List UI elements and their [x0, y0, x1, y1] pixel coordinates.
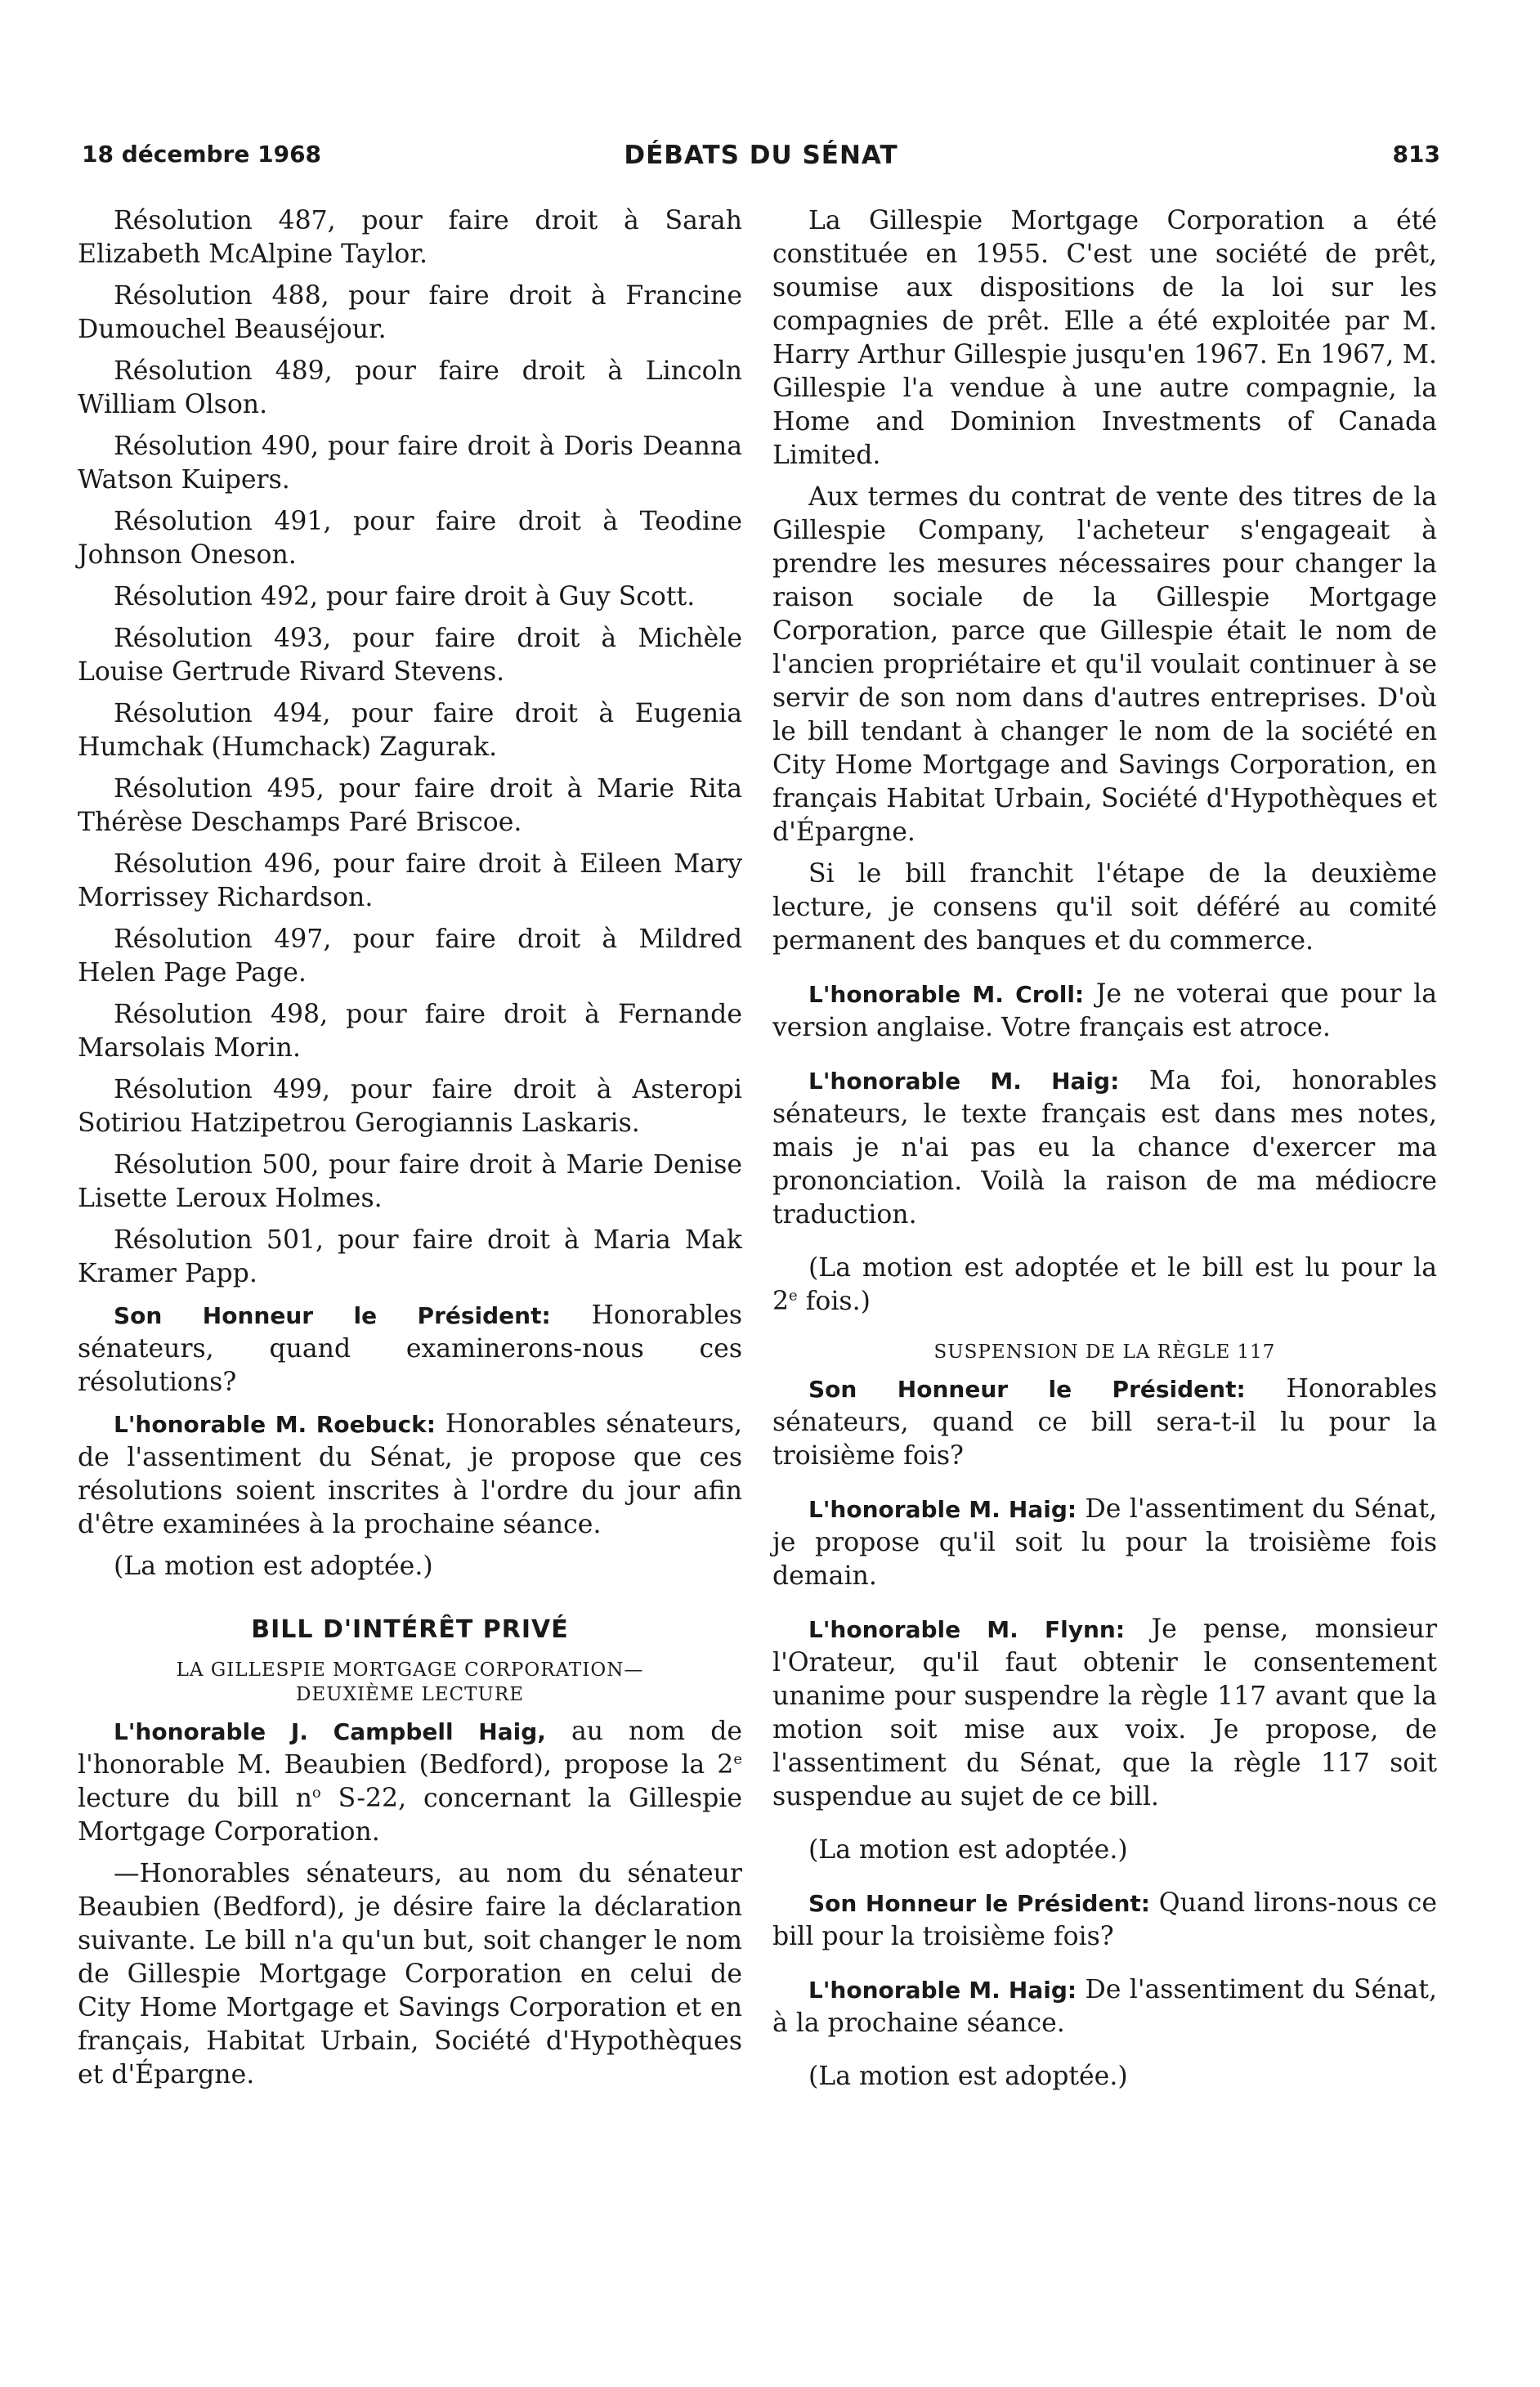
motion-adopted: (La motion est adoptée.)	[808, 1835, 1128, 1865]
speech-president	[772, 1887, 1437, 1954]
speech-text: au nom de l'honorable M. Beaubien (Bedford), propose la 2	[78, 1717, 742, 1780]
resolution-496: Résolution 496, pour faire droit à Eileen Mary Morrissey Richardson.	[78, 849, 742, 912]
resolution-501: Résolution 501, pour faire droit à Maria Mak Kramer Papp.	[78, 1225, 742, 1288]
spacer	[772, 966, 1437, 978]
speaker-name: L'honorable M. Haig:	[808, 1977, 1077, 2004]
speech-text: De l'assentiment du Sénat, à la prochaine séance.	[772, 1975, 1438, 2038]
resolution-489: Résolution 489, pour faire droit à Lincoln William Olson.	[78, 356, 742, 419]
speech-president	[772, 1373, 1437, 1473]
resolution-500: Résolution 500, pour faire droit à Marie Denise Lisette Leroux Holmes.	[78, 1150, 742, 1213]
motion-adopted: (La motion est adoptée.)	[114, 1552, 433, 1581]
speech-roebuck	[78, 1408, 742, 1542]
page-header	[82, 141, 1440, 181]
speech-text: Je pense, monsieur l'Orateur, qu'il faut obtenir le consentement unanime pour suspendre la règle 117 avant que la motion soit mise aux voix. Je propose, de l'assentiment du Sénat, que la règle 117 soit suspendue au sujet de ce bill.	[772, 1614, 1438, 1812]
speech-haig	[772, 1493, 1437, 1593]
speaker-name: L'honorable M. Croll:	[808, 981, 1085, 1008]
motion-text: (La motion est adoptée et le bill est lu pour la 2	[772, 1253, 1437, 1316]
speech-text: Honorables sénateurs, de l'assentiment du Sénat, je propose que ces résolutions soient inscrites à l'ordre du jour afin d'être examinées à la prochaine séance.	[78, 1409, 742, 1539]
speech-text: lecture du bill n	[78, 1784, 312, 1813]
header-page-number: 813	[1392, 141, 1440, 168]
section-heading-suspension: SUSPENSION DE LA RÈGLE 117	[933, 1341, 1276, 1363]
paragraph: La Gillespie Mortgage Corporation a été constituée en 1955. C'est une société de prêt, soumise aux dispositions de la loi sur les compagnies de prêt. Elle a été exploitée par M. Harry Arthur Gillespie jusqu'en 1967. En 1967, M. Gillespie l'a vendue à une autre compagnie, la Home and Dominion Investments of Canada Limited.	[772, 206, 1437, 470]
resolution-497: Résolution 497, pour faire droit à Mildred Helen Page Page.	[78, 925, 742, 987]
speech-continuation: —Honorables sénateurs, au nom du sénateur Beaubien (Bedford), je désire faire la déclaration suivante. Le bill n'a qu'un but, soit changer le nom de Gillespie Mortgage Corporation en celui de City Home Mortgage et Savings Corporation et en français, Habitat Urbain, Société d'Hypothèques et d'Épargne.	[78, 1859, 742, 2089]
speaker-name: L'honorable M. Haig:	[808, 1496, 1077, 1523]
spacer	[772, 1875, 1437, 1887]
resolution-499: Résolution 499, pour faire droit à Asteropi Sotiriou Hatzipetrou Gerogiannis Laskaris.	[78, 1075, 742, 1138]
superscript: e	[789, 1287, 798, 1305]
speaker-name: Son Honneur le Président:	[114, 1302, 551, 1329]
speaker-name: L'honorable M. Haig:	[808, 1068, 1120, 1095]
speech-text: Honorables sénateurs, quand examinerons-nous ces résolutions?	[78, 1301, 743, 1397]
resolution-490: Résolution 490, pour faire droit à Doris Deanna Watson Kuipers.	[78, 432, 742, 495]
motion-text: fois.)	[797, 1287, 871, 1316]
subheading-line-2: DEUXIÈME LECTURE	[295, 1684, 524, 1705]
resolution-493: Résolution 493, pour faire droit à Michèle Louise Gertrude Rivard Stevens.	[78, 624, 742, 687]
section-heading-bill: BILL D'INTÉRÊT PRIVÉ	[251, 1615, 569, 1644]
resolution-492: Résolution 492, pour faire droit à Guy Scott.	[114, 582, 696, 611]
superscript: o	[311, 1784, 321, 1802]
speech-croll	[772, 978, 1437, 1045]
section-subheading	[78, 1658, 742, 1707]
speech-text: Quand lirons-nous ce bill pour la troisième fois?	[772, 1888, 1437, 1951]
spacer	[772, 1962, 1437, 1973]
speech-text: Je ne voterai que pour la version anglaise. Votre français est atroce.	[772, 979, 1437, 1042]
speech-flynn	[772, 1613, 1437, 1814]
speaker-name: L'honorable M. Roebuck:	[114, 1411, 436, 1438]
speech-president	[78, 1299, 742, 1400]
spacer	[772, 1053, 1437, 1064]
resolution-487: Résolution 487, pour faire droit à Sarah Elizabeth McAlpine Taylor.	[78, 206, 742, 269]
speaker-name: Son Honneur le Président:	[808, 1376, 1246, 1403]
speaker-name: L'honorable J. Campbell Haig,	[114, 1718, 546, 1745]
paragraph: Aux termes du contrat de vente des titres de la Gillespie Company, l'acheteur s'engageait à prendre les mesures nécessaires pour changer la raison sociale de la Gillespie Mortgage Corporation, parce que Gillespie était le nom de l'ancien propriétaire et qu'il voulait continuer à se servir de son nom dans d'autres entreprises. D'où le bill tendant à changer le nom de la société en City Home Mortgage and Savings Corporation, en français Habitat Urbain, Société d'Hypothèques et d'Épargne.	[772, 482, 1437, 847]
speaker-name: Son Honneur le Président:	[808, 1890, 1150, 1917]
speaker-name: L'honorable M. Flynn:	[808, 1616, 1126, 1643]
resolution-495: Résolution 495, pour faire droit à Marie Rita Thérèse Deschamps Paré Briscoe.	[78, 774, 742, 837]
speech-campbell-haig	[78, 1715, 742, 1849]
motion-adopted: (La motion est adoptée.)	[808, 2062, 1128, 2091]
superscript: e	[733, 1750, 742, 1768]
speech-haig	[772, 1064, 1437, 1232]
spacer	[772, 1601, 1437, 1613]
resolution-488: Résolution 488, pour faire droit à Francine Dumouchel Beauséjour.	[78, 281, 742, 344]
speech-text: S-22, concernant la Gillespie Mortgage Corporation.	[78, 1784, 743, 1847]
right-column	[772, 204, 1437, 2102]
resolution-498: Résolution 498, pour faire droit à Fernande Marsolais Morin.	[78, 1000, 742, 1063]
subheading-line-1: LA GILLESPIE MORTGAGE CORPORATION—	[176, 1659, 644, 1681]
left-column	[78, 204, 742, 2100]
speech-haig	[772, 1973, 1437, 2040]
spacer	[772, 1822, 1437, 1834]
resolution-491: Résolution 491, pour faire droit à Teodine Johnson Oneson.	[78, 507, 742, 570]
speech-text: Honorables sénateurs, quand ce bill sera-t-il lu pour la troisième fois?	[772, 1374, 1438, 1471]
speech-text: Ma foi, honorables sénateurs, le texte français est dans mes notes, mais je n'ai pas eu la chance d'exercer ma prononciation. Voilà la raison de ma médiocre traduction.	[772, 1066, 1437, 1229]
resolution-494: Résolution 494, pour faire droit à Eugenia Humchak (Humchack) Zagurak.	[78, 699, 742, 762]
spacer	[772, 1481, 1437, 1493]
speech-text: De l'assentiment du Sénat, je propose qu'il soit lu pour la troisième fois demain.	[772, 1494, 1438, 1591]
header-title: DÉBATS DU SÉNAT	[624, 141, 898, 170]
motion-adopted-second-reading	[772, 1252, 1437, 1319]
paragraph: Si le bill franchit l'étape de la deuxième lecture, je consens qu'il soit déféré au comité permanent des banques et du commerce.	[772, 859, 1437, 956]
header-date: 18 décembre 1968	[82, 141, 322, 168]
spacer	[772, 1240, 1437, 1252]
spacer	[772, 2049, 1437, 2060]
